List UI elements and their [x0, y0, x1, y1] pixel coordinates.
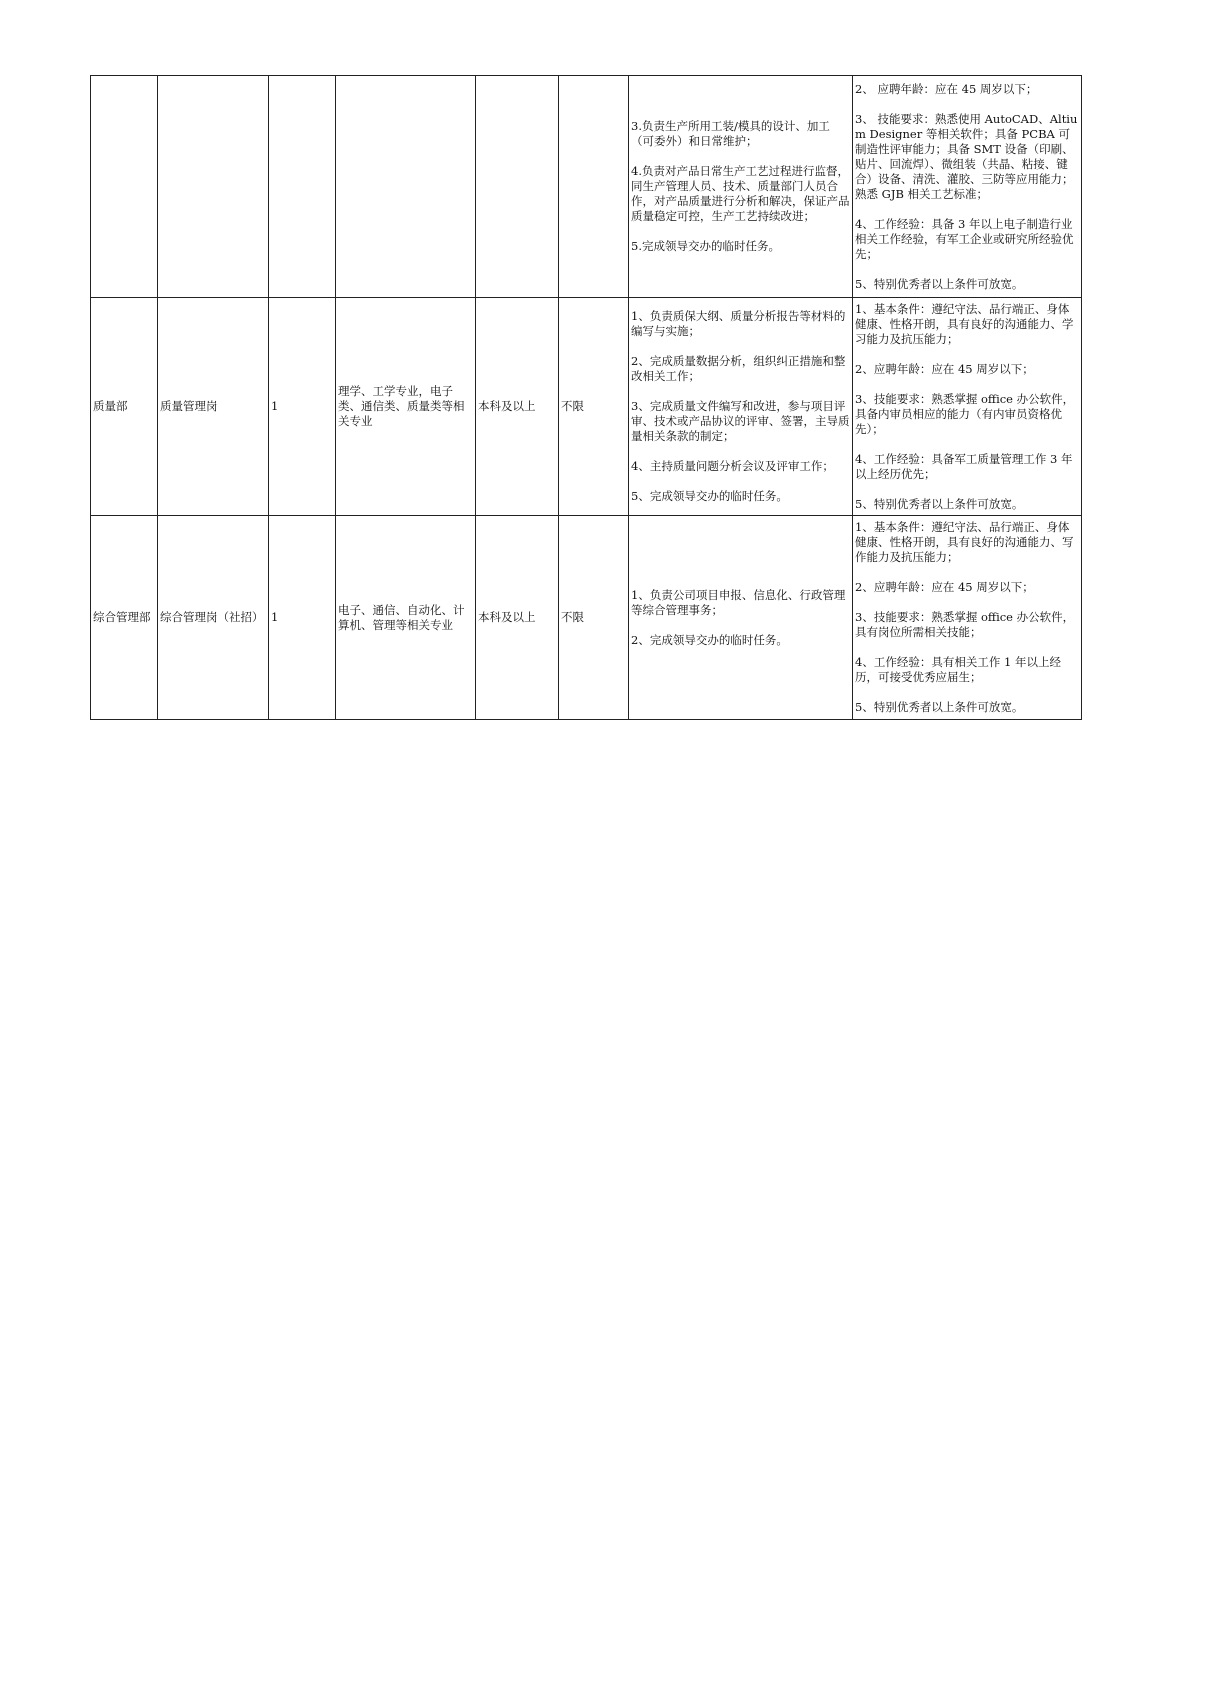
limit-cell: 不限 — [559, 298, 629, 516]
education-cell: 本科及以上 — [476, 298, 559, 516]
requirement-item: 2、应聘年龄：应在 45 周岁以下； — [855, 580, 1034, 594]
position-cell: 综合管理岗（社招） — [158, 516, 269, 720]
major-cell — [336, 76, 476, 298]
major-cell: 理学、工学专业，电子类、通信类、质量类等相关专业 — [336, 298, 476, 516]
major-cell: 电子、通信、自动化、计算机、管理等相关专业 — [336, 516, 476, 720]
requirement-item: 5、特别优秀者以上条件可放宽。 — [855, 276, 1024, 291]
requirement-item: 2、 应聘年龄：应在 45 周岁以下； — [855, 81, 1038, 96]
job-table — [90, 75, 1082, 720]
table-row — [91, 516, 1082, 720]
limit-cell — [559, 76, 629, 298]
requirements-cell — [853, 516, 1082, 720]
duty-item: 5、完成领导交办的临时任务。 — [631, 489, 788, 503]
education-cell — [476, 76, 559, 298]
position-cell — [158, 76, 269, 298]
requirement-item: 5、特别优秀者以上条件可放宽。 — [855, 496, 1024, 511]
table-row — [91, 298, 1082, 516]
duties-cell — [629, 76, 853, 298]
requirement-item: 1、基本条件：遵纪守法、品行端正、身体健康、性格开朗，具有良好的沟通能力、学习能力及抗压能力； — [855, 301, 1074, 346]
duty-item: 5.完成领导交办的临时任务。 — [631, 239, 780, 253]
requirement-item: 5、特别优秀者以上条件可放宽。 — [855, 700, 1024, 714]
education-cell: 本科及以上 — [476, 516, 559, 720]
count-cell: 1 — [269, 298, 336, 516]
requirement-item: 4、工作经验：具备军工质量管理工作 3 年以上经历优先； — [855, 451, 1073, 481]
requirement-item: 3、技能要求：熟悉掌握 office 办公软件，具备内审员相应的能力（有内审员资格优先）； — [855, 391, 1075, 436]
duty-item: 4、主持质量问题分析会议及评审工作； — [631, 459, 834, 473]
duty-item: 4.负责对产品日常生产工艺过程进行监督，同生产管理人员、技术、质量部门人员合作，对产品质量进行分析和解决，保证产品质量稳定可控，生产工艺持续改进； — [631, 164, 850, 223]
dept-cell — [91, 76, 158, 298]
requirements-cell — [853, 76, 1082, 298]
duty-item: 1、负责公司项目申报、信息化、行政管理等综合管理事务； — [631, 587, 846, 617]
dept-cell: 综合管理部 — [91, 516, 158, 720]
requirement-item: 2、应聘年龄：应在 45 周岁以下； — [855, 361, 1034, 376]
requirement-item: 3、技能要求：熟悉掌握 office 办公软件，具有岗位所需相关技能； — [855, 610, 1075, 639]
duty-item: 2、完成领导交办的临时任务。 — [631, 632, 788, 647]
requirement-item: 1、基本条件：遵纪守法、品行端正、身体健康、性格开朗，具有良好的沟通能力、写作能力及抗压能力； — [855, 520, 1074, 564]
requirements-cell — [853, 298, 1082, 516]
duty-item: 3、完成质量文件编写和改进，参与项目评审、技术或产品协议的评审、签署，主导质量相关条款的制定； — [631, 399, 850, 443]
requirement-item: 3、 技能要求：熟悉使用 AutoCAD、Altium Designer 等相关软件；具备 PCBA 可制造性评审能力；具备 SMT 设备（印刷、贴片、回流焊）、微组装（共晶、粘接、键合）设备、清洗、灌胶、三防等应用能力；熟悉 GJB 相关工艺标准； — [855, 111, 1078, 201]
duties-cell — [629, 516, 853, 720]
duty-item: 2、完成质量数据分析，组织纠正措施和整改相关工作； — [631, 354, 846, 383]
duties-cell — [629, 298, 853, 516]
count-cell: 1 — [269, 516, 336, 720]
count-cell — [269, 76, 336, 298]
requirement-item: 4、工作经验：具备 3 年以上电子制造行业相关工作经验，有军工企业或研究所经验优先； — [855, 216, 1074, 261]
dept-cell: 质量部 — [91, 298, 158, 516]
duty-item: 3.负责生产所用工装/模具的设计、加工（可委外）和日常维护； — [631, 119, 830, 148]
duty-item: 1、负责质保大纲、质量分析报告等材料的编写与实施； — [631, 309, 846, 338]
limit-cell: 不限 — [559, 516, 629, 720]
position-cell: 质量管理岗 — [158, 298, 269, 516]
table-row — [91, 76, 1082, 298]
requirement-item: 4、工作经验：具有相关工作 1 年以上经历，可接受优秀应届生； — [855, 655, 1061, 684]
